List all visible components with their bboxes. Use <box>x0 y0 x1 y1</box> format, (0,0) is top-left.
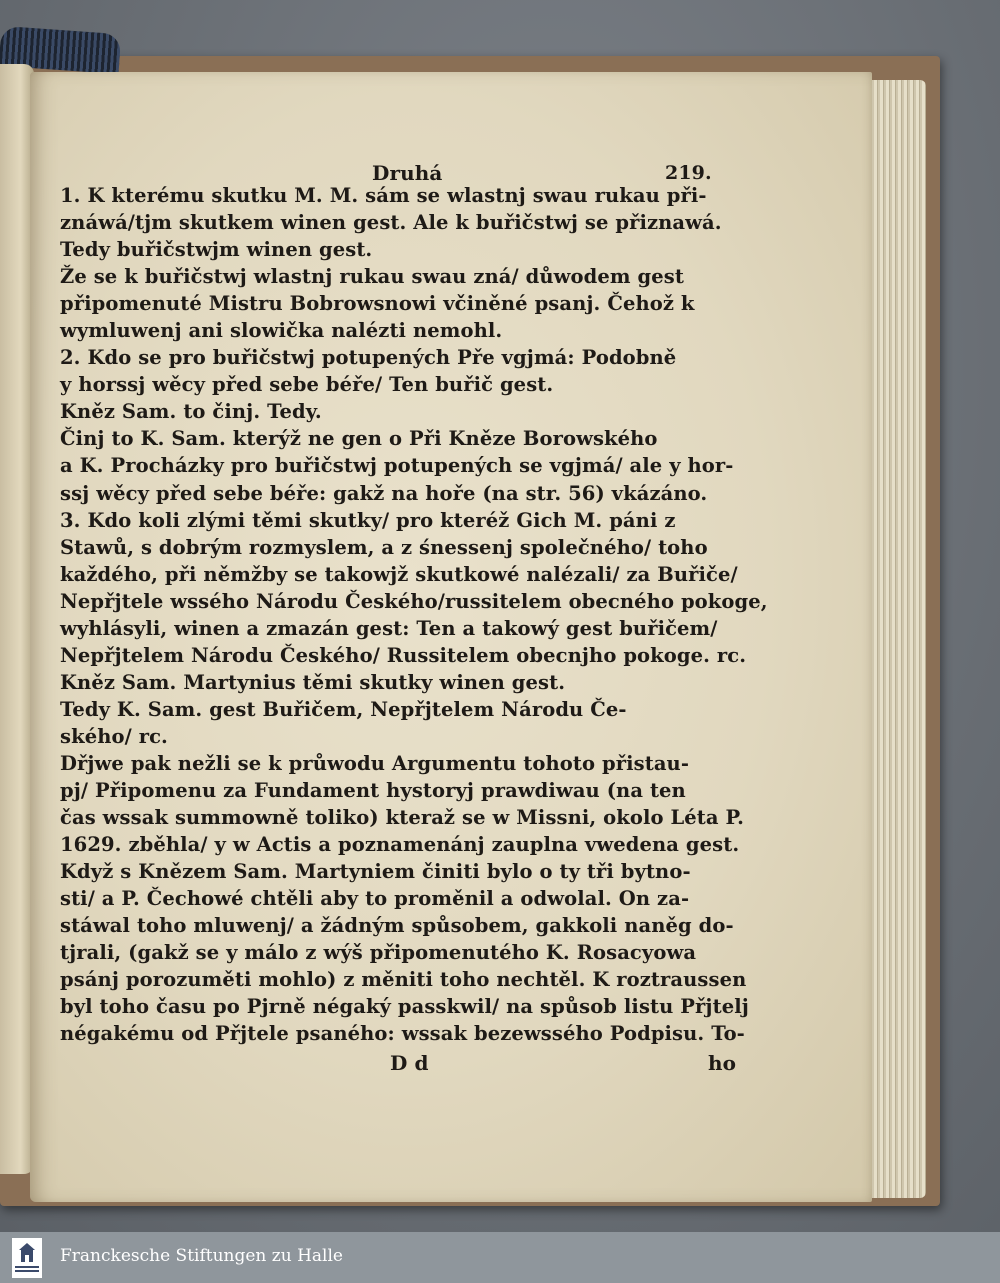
text-line: znáwá/tjm skutkem winen gest. Ale k buřičstwj se přiznawá. <box>60 211 722 235</box>
text-line: y horssj wěcy před sebe béře/ Ten buřič gest. <box>60 373 554 397</box>
book-page <box>30 72 872 1202</box>
page-text <box>60 152 768 1080</box>
text-line: 1. K kterému skutku M. M. sám se wlastnj swau rukau při- <box>60 184 707 207</box>
text-lines <box>60 182 768 1048</box>
footer-label: Franckesche Stiftungen zu Halle <box>60 1246 343 1266</box>
text-line: 2. Kdo se pro buřičstwj potupených Pře vgjmá: Podobně <box>60 346 677 370</box>
text-line: Tedy buřičstwjm winen gest. <box>60 238 373 262</box>
text-line: Činj to K. Sam. kterýž ne gen o Při Kněze Borowského <box>60 427 658 451</box>
text-line: Kněz Sam. to činj. Tedy. <box>60 400 322 424</box>
text-line: Že se k buřičstwj wlastnj rukau swau zná/ důwodem gest <box>60 265 684 289</box>
text-line: a K. Procházky pro buřičstwj potupených se vgjmá/ ale y hor- <box>60 454 734 478</box>
page-footer <box>60 1050 750 1080</box>
text-line: Stawů, s dobrým rozmyslem, a z śnessenj společného/ toho <box>60 535 708 559</box>
text-line: wyhlásyli, winen a zmazán gest: Ten a takowý gest buřičem/ <box>60 616 718 640</box>
footer-bar <box>0 1232 1000 1283</box>
text-line: každého, při němžby se takowjž skutkowé nalézali/ za Buřiče/ <box>60 562 738 586</box>
text-line: Nepřjtele wssého Národu Českého/russitelem obecného pokoge, <box>60 589 768 613</box>
text-line: ského/ rc. <box>60 724 168 748</box>
text-line: Tedy K. Sam. gest Buřičem, Nepřjtelem Národu Če- <box>60 697 627 721</box>
text-line: psánj porozuměti mohlo) z měniti toho nechtěl. K roztraussen <box>60 968 747 992</box>
text-line: byl toho času po Pjrně négaký passkwil/ na spůsob listu Přjtelj <box>60 995 749 1019</box>
text-line: tjrali, (gakž se y málo z wýš připomenutého K. Rosacyowa <box>60 941 697 965</box>
running-head: Druhá <box>372 161 443 185</box>
page-header <box>60 152 750 185</box>
text-line: ssj wěcy před sebe béře: gakž na hoře (na str. 56) vkázáno. <box>60 481 708 505</box>
text-line: Dřjwe pak nežli se k průwodu Argumentu tohoto přistau- <box>60 751 690 775</box>
text-line: připomenuté Mistru Bobrowsnowi včiněné psanj. Čehož k <box>60 292 695 316</box>
text-line: Kněz Sam. Martynius těmi skutky winen gest. <box>60 670 566 694</box>
text-line: stáwal toho mluwenj/ a žádným spůsobem, gakkoli naněg do- <box>60 914 734 938</box>
text-line: sti/ a P. Čechowé chtěli aby to proměnil a odwolal. On za- <box>60 887 690 911</box>
signature-mark: D d <box>390 1050 429 1075</box>
text-line: négakému od Přjtele psaného: wssak bezewssého Podpisu. To- <box>60 1022 745 1046</box>
text-line: pj/ Připomenu za Fundament hystoryj prawdiwau (na ten <box>60 779 686 803</box>
text-line: Nepřjtelem Národu Českého/ Russitelem obecnjho pokoge. rc. <box>60 643 747 667</box>
building-icon <box>12 1238 42 1278</box>
text-line: 3. Kdo koli zlými těmi skutky/ pro kteréž Gich M. páni z <box>60 508 676 532</box>
text-line: wymluwenj ani slowička nalézti nemohl. <box>60 319 503 343</box>
institution-logo <box>12 1238 42 1278</box>
text-line: Když s Knězem Sam. Martyniem činiti bylo o ty tři bytno- <box>60 860 691 884</box>
page-number: 219. <box>665 162 712 184</box>
text-line: 1629. zběhla/ y w Actis a poznamenánj zauplna vwedena gest. <box>60 833 740 857</box>
catchword: ho <box>708 1050 737 1075</box>
text-line: čas wssak summowně toliko) kteraž se w Missni, okolo Léta P. <box>60 806 744 830</box>
left-page-edge <box>0 64 34 1174</box>
